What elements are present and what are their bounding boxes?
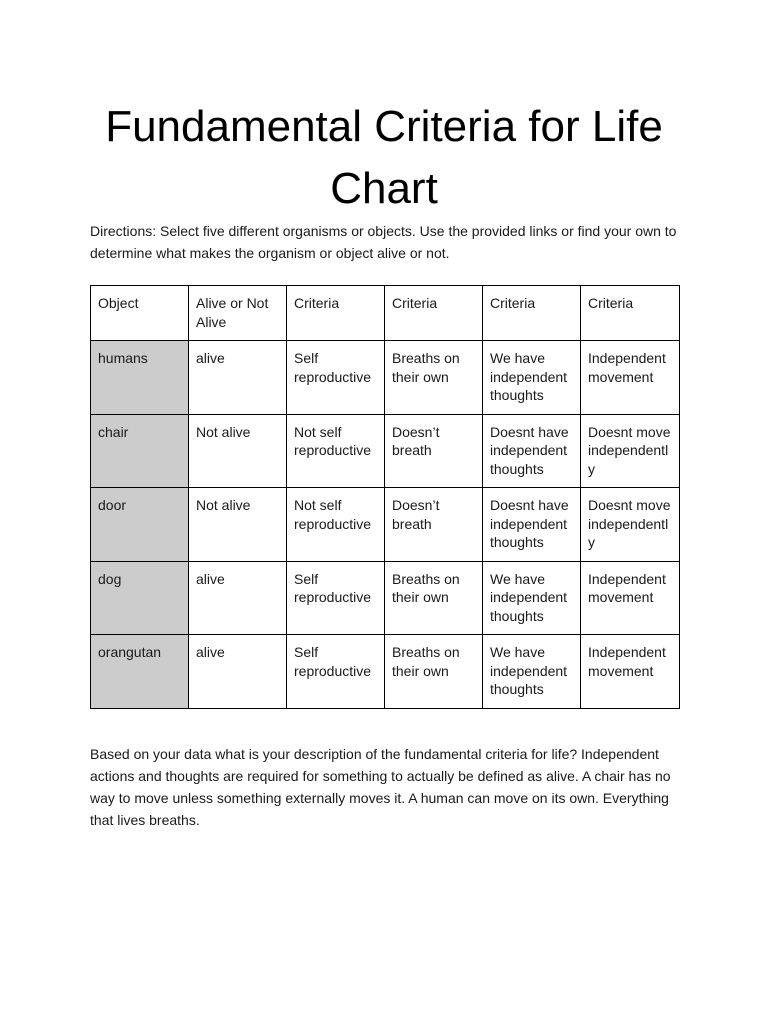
table-cell: Doesn’t breath [385,414,483,488]
header-cell: Criteria [287,286,385,341]
table-cell: We have independent thoughts [483,341,581,415]
table-cell: Not alive [189,414,287,488]
title-line-1: Fundamental Criteria for Life [105,102,663,151]
header-cell: Criteria [385,286,483,341]
table-cell: alive [189,635,287,709]
table-row [91,635,680,709]
table-cell: Not self reproductive [287,488,385,562]
table-cell: alive [189,341,287,415]
table-cell: Self reproductive [287,561,385,635]
table-cell: Breaths on their own [385,635,483,709]
header-cell: Criteria [483,286,581,341]
table-row [91,414,680,488]
table-cell: Doesnt move independently [581,488,680,562]
table-row [91,561,680,635]
table-cell: Self reproductive [287,635,385,709]
table-cell: Self reproductive [287,341,385,415]
object-cell: orangutan [91,635,189,709]
header-cell: Criteria [581,286,680,341]
table-cell: We have independent thoughts [483,561,581,635]
table-cell: Breaths on their own [385,341,483,415]
table-cell: Doesnt have independent thoughts [483,488,581,562]
table-header-row [91,286,680,341]
table-row [91,488,680,562]
criteria-table [90,285,680,709]
header-cell: Alive or Not Alive [189,286,287,341]
conclusion-text: Based on your data what is your description of the fundamental criteria for life? Independent actions and thoughts are required for something to actually be defined as alive. A chair has no way to move unless something externally moves it. A human can move on its own. Everything that lives breaths. [90,746,671,828]
object-cell: dog [91,561,189,635]
table-cell: Doesnt move independently [581,414,680,488]
table-row [91,341,680,415]
object-cell: chair [91,414,189,488]
table-cell: Doesnt have independent thoughts [483,414,581,488]
object-cell: door [91,488,189,562]
title-line-2: Chart [330,164,438,213]
object-cell: humans [91,341,189,415]
table-cell: Not alive [189,488,287,562]
table-cell: Independent movement [581,341,680,415]
table-cell: We have independent thoughts [483,635,581,709]
directions-text: Directions: Select five different organisms or objects. Use the provided links or find your own to determine what makes the organism or object alive or not. [90,223,677,261]
table-cell: Breaths on their own [385,561,483,635]
table-cell: alive [189,561,287,635]
table-cell: Not self reproductive [287,414,385,488]
page-title [60,96,708,220]
header-cell: Object [91,286,189,341]
table-cell: Doesn’t breath [385,488,483,562]
table-cell: Independent movement [581,635,680,709]
table-cell: Independent movement [581,561,680,635]
